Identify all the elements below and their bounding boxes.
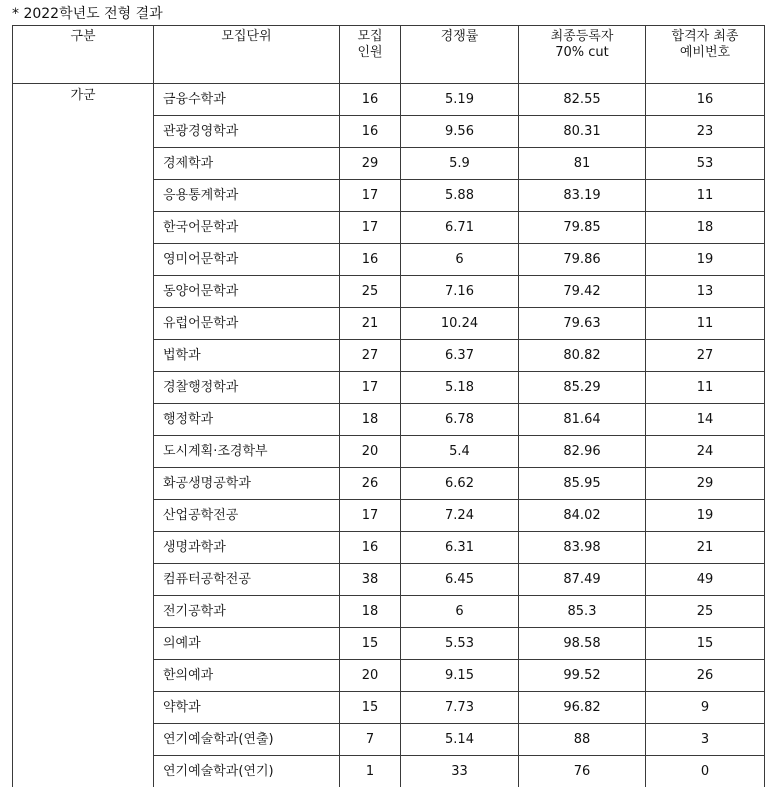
- quota-cell: 17: [340, 372, 401, 404]
- quota-cell: 21: [340, 308, 401, 340]
- cut-cell: 88: [519, 724, 646, 756]
- quota-cell: 16: [340, 244, 401, 276]
- header-ratio: 경쟁률: [401, 26, 519, 84]
- unit-cell: 약학과: [154, 692, 340, 724]
- cut-cell: 82.96: [519, 436, 646, 468]
- quota-cell: 17: [340, 500, 401, 532]
- cut-cell: 82.55: [519, 84, 646, 116]
- waitlist-cell: 18: [646, 212, 765, 244]
- waitlist-cell: 3: [646, 724, 765, 756]
- waitlist-cell: 27: [646, 340, 765, 372]
- waitlist-cell: 13: [646, 276, 765, 308]
- cut-cell: 81.64: [519, 404, 646, 436]
- cut-cell: 98.58: [519, 628, 646, 660]
- waitlist-cell: 11: [646, 372, 765, 404]
- quota-cell: 25: [340, 276, 401, 308]
- cut-cell: 80.31: [519, 116, 646, 148]
- quota-cell: 20: [340, 436, 401, 468]
- waitlist-cell: 19: [646, 500, 765, 532]
- cut-cell: 79.42: [519, 276, 646, 308]
- waitlist-cell: 11: [646, 308, 765, 340]
- unit-cell: 경제학과: [154, 148, 340, 180]
- header-cut: 최종등록자 70% cut: [519, 26, 646, 84]
- ratio-cell: 6.62: [401, 468, 519, 500]
- unit-cell: 경찰행정학과: [154, 372, 340, 404]
- quota-cell: 16: [340, 532, 401, 564]
- waitlist-cell: 14: [646, 404, 765, 436]
- admission-results-table: [12, 25, 765, 787]
- cut-cell: 85.3: [519, 596, 646, 628]
- waitlist-cell: 29: [646, 468, 765, 500]
- waitlist-cell: 26: [646, 660, 765, 692]
- ratio-cell: 5.14: [401, 724, 519, 756]
- unit-cell: 화공생명공학과: [154, 468, 340, 500]
- quota-cell: 20: [340, 660, 401, 692]
- waitlist-cell: 9: [646, 692, 765, 724]
- quota-cell: 16: [340, 116, 401, 148]
- unit-cell: 도시계획·조경학부: [154, 436, 340, 468]
- quota-cell: 27: [340, 340, 401, 372]
- quota-cell: 15: [340, 692, 401, 724]
- quota-cell: 17: [340, 180, 401, 212]
- ratio-cell: 5.9: [401, 148, 519, 180]
- unit-cell: 컴퓨터공학전공: [154, 564, 340, 596]
- unit-cell: 생명과학과: [154, 532, 340, 564]
- unit-cell: 동양어문학과: [154, 276, 340, 308]
- waitlist-cell: 21: [646, 532, 765, 564]
- quota-cell: 16: [340, 84, 401, 116]
- ratio-cell: 9.15: [401, 660, 519, 692]
- ratio-cell: 9.56: [401, 116, 519, 148]
- unit-cell: 유럽어문학과: [154, 308, 340, 340]
- ratio-cell: 6.45: [401, 564, 519, 596]
- table-row: [13, 84, 765, 116]
- unit-cell: 연기예술학과(연기): [154, 756, 340, 788]
- ratio-cell: 6.78: [401, 404, 519, 436]
- ratio-cell: 5.4: [401, 436, 519, 468]
- unit-cell: 금융수학과: [154, 84, 340, 116]
- ratio-cell: 5.18: [401, 372, 519, 404]
- cut-cell: 84.02: [519, 500, 646, 532]
- cut-cell: 79.85: [519, 212, 646, 244]
- ratio-cell: 6: [401, 244, 519, 276]
- header-unit: 모집단위: [154, 26, 340, 84]
- cut-cell: 83.19: [519, 180, 646, 212]
- unit-cell: 영미어문학과: [154, 244, 340, 276]
- quota-cell: 1: [340, 756, 401, 788]
- quota-cell: 15: [340, 628, 401, 660]
- ratio-cell: 6.71: [401, 212, 519, 244]
- group-cell: 가군: [13, 84, 154, 788]
- cut-cell: 79.86: [519, 244, 646, 276]
- header-waitlist: 합격자 최종 예비번호: [646, 26, 765, 84]
- waitlist-cell: 11: [646, 180, 765, 212]
- cut-cell: 96.82: [519, 692, 646, 724]
- ratio-cell: 7.16: [401, 276, 519, 308]
- ratio-cell: 5.88: [401, 180, 519, 212]
- cut-cell: 87.49: [519, 564, 646, 596]
- ratio-cell: 5.19: [401, 84, 519, 116]
- ratio-cell: 7.24: [401, 500, 519, 532]
- quota-cell: 38: [340, 564, 401, 596]
- ratio-cell: 6.31: [401, 532, 519, 564]
- cut-cell: 76: [519, 756, 646, 788]
- unit-cell: 응용통계학과: [154, 180, 340, 212]
- unit-cell: 연기예술학과(연출): [154, 724, 340, 756]
- cut-cell: 79.63: [519, 308, 646, 340]
- quota-cell: 7: [340, 724, 401, 756]
- waitlist-cell: 53: [646, 148, 765, 180]
- quota-cell: 17: [340, 212, 401, 244]
- cut-cell: 99.52: [519, 660, 646, 692]
- quota-cell: 18: [340, 596, 401, 628]
- unit-cell: 관광경영학과: [154, 116, 340, 148]
- ratio-cell: 7.73: [401, 692, 519, 724]
- waitlist-cell: 0: [646, 756, 765, 788]
- quota-cell: 18: [340, 404, 401, 436]
- ratio-cell: 33: [401, 756, 519, 788]
- quota-cell: 26: [340, 468, 401, 500]
- ratio-cell: 5.53: [401, 628, 519, 660]
- unit-cell: 행정학과: [154, 404, 340, 436]
- unit-cell: 전기공학과: [154, 596, 340, 628]
- unit-cell: 법학과: [154, 340, 340, 372]
- cut-cell: 85.29: [519, 372, 646, 404]
- header-group: 구분: [13, 26, 154, 84]
- unit-cell: 한의예과: [154, 660, 340, 692]
- waitlist-cell: 25: [646, 596, 765, 628]
- waitlist-cell: 24: [646, 436, 765, 468]
- ratio-cell: 6: [401, 596, 519, 628]
- header-quota: 모집 인원: [340, 26, 401, 84]
- waitlist-cell: 49: [646, 564, 765, 596]
- unit-cell: 의예과: [154, 628, 340, 660]
- waitlist-cell: 16: [646, 84, 765, 116]
- cut-cell: 83.98: [519, 532, 646, 564]
- cut-cell: 81: [519, 148, 646, 180]
- unit-cell: 산업공학전공: [154, 500, 340, 532]
- unit-cell: 한국어문학과: [154, 212, 340, 244]
- table-body: [13, 84, 765, 788]
- cut-cell: 85.95: [519, 468, 646, 500]
- ratio-cell: 6.37: [401, 340, 519, 372]
- ratio-cell: 10.24: [401, 308, 519, 340]
- cut-cell: 80.82: [519, 340, 646, 372]
- table-caption: * 2022학년도 전형 결과: [12, 6, 163, 22]
- waitlist-cell: 15: [646, 628, 765, 660]
- quota-cell: 29: [340, 148, 401, 180]
- waitlist-cell: 23: [646, 116, 765, 148]
- header-row: [13, 26, 765, 84]
- waitlist-cell: 19: [646, 244, 765, 276]
